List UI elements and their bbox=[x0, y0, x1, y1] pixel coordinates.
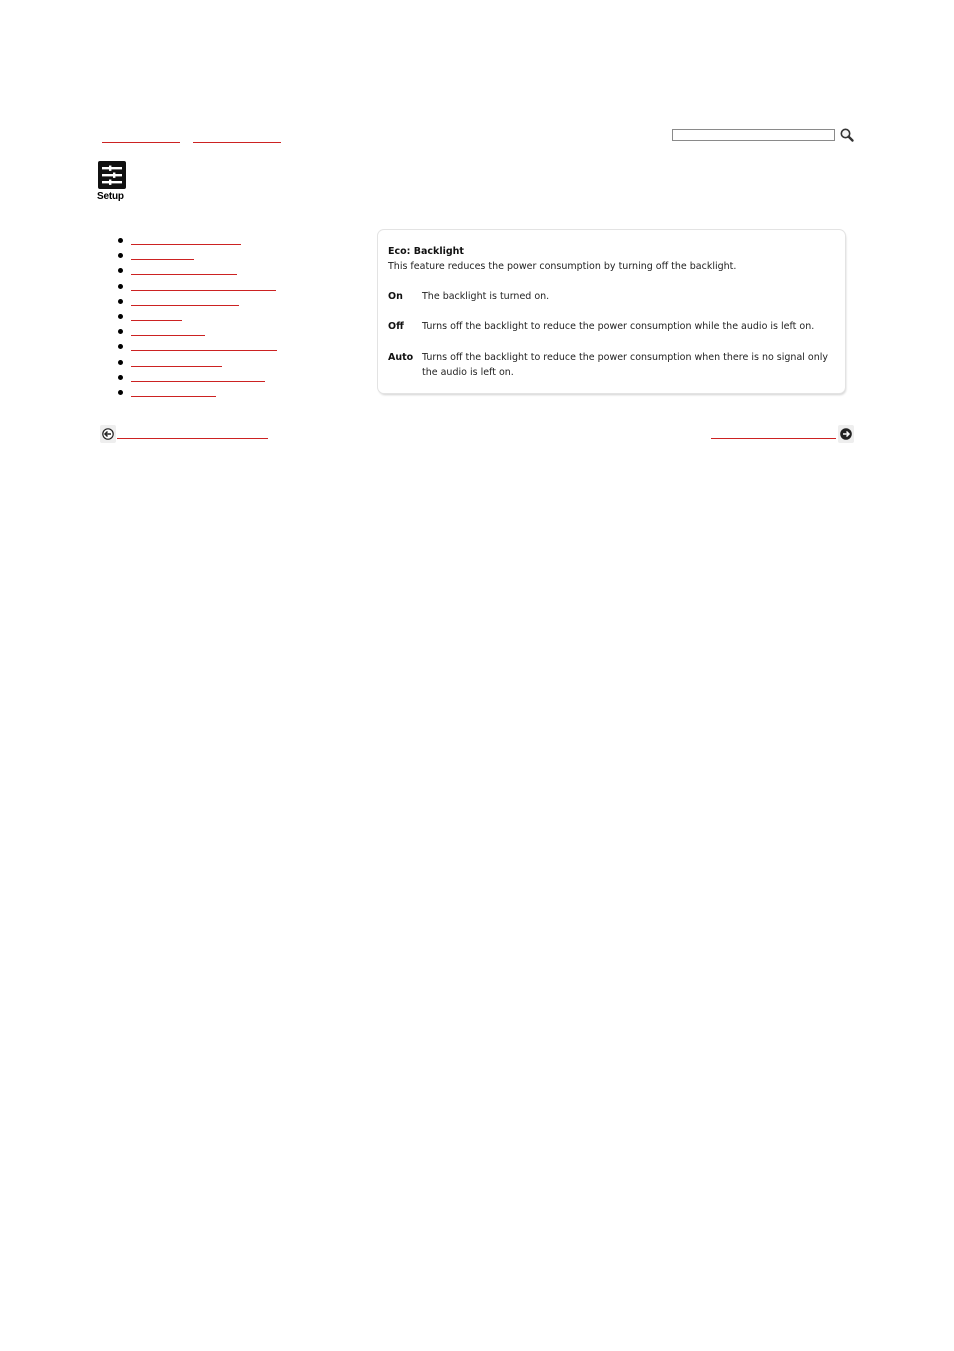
option-desc-on: The backlight is turned on. bbox=[422, 291, 550, 302]
arrow-right-circle-icon bbox=[840, 428, 852, 440]
next-page-link[interactable] bbox=[711, 428, 836, 439]
bullet-icon bbox=[118, 329, 123, 334]
arrow-left-circle-icon bbox=[102, 428, 114, 440]
content-card bbox=[378, 230, 845, 393]
content-title: Eco: Backlight bbox=[388, 246, 464, 257]
side-nav-link[interactable] bbox=[131, 264, 237, 275]
option-desc-off: Turns off the backlight to reduce the power consumption while the audio is left on. bbox=[422, 321, 815, 332]
option-term-off: Off bbox=[388, 321, 404, 332]
prev-page-button[interactable] bbox=[100, 425, 116, 443]
bullet-icon bbox=[118, 314, 123, 319]
prev-page-link[interactable] bbox=[117, 428, 268, 439]
bullet-icon bbox=[118, 360, 123, 365]
search-input[interactable] bbox=[672, 129, 835, 141]
next-page-button[interactable] bbox=[838, 425, 854, 443]
category-label: Setup bbox=[97, 191, 124, 202]
search-button[interactable] bbox=[839, 127, 855, 143]
option-desc-auto: Turns off the backlight to reduce the power consumption when there is no signal only the audio is left on. bbox=[422, 352, 829, 378]
bullet-icon bbox=[118, 284, 123, 289]
breadcrumb-link-2[interactable] bbox=[193, 132, 281, 143]
content-description: This feature reduces the power consumption by turning off the backlight. bbox=[388, 261, 737, 272]
bullet-icon bbox=[118, 268, 123, 273]
side-nav-link[interactable] bbox=[131, 310, 182, 321]
bullet-icon bbox=[118, 299, 123, 304]
side-nav-link[interactable] bbox=[131, 234, 241, 245]
side-nav-link[interactable] bbox=[131, 325, 205, 336]
side-nav-link[interactable] bbox=[131, 249, 194, 260]
side-nav-link[interactable] bbox=[131, 356, 222, 367]
bullet-icon bbox=[118, 390, 123, 395]
side-nav-link[interactable] bbox=[131, 386, 216, 397]
breadcrumb-link-1[interactable] bbox=[102, 132, 180, 143]
side-nav-link[interactable] bbox=[131, 371, 265, 382]
side-nav-link[interactable] bbox=[131, 280, 276, 291]
side-nav-link[interactable] bbox=[131, 340, 277, 351]
option-term-auto: Auto bbox=[388, 352, 414, 363]
bullet-icon bbox=[118, 253, 123, 258]
option-term-on: On bbox=[388, 291, 403, 302]
bullet-icon bbox=[118, 344, 123, 349]
bullet-icon bbox=[118, 238, 123, 243]
magnifier-icon bbox=[839, 127, 855, 143]
setup-menu-icon bbox=[98, 161, 126, 189]
side-nav-link[interactable] bbox=[131, 295, 239, 306]
bullet-icon bbox=[118, 375, 123, 380]
